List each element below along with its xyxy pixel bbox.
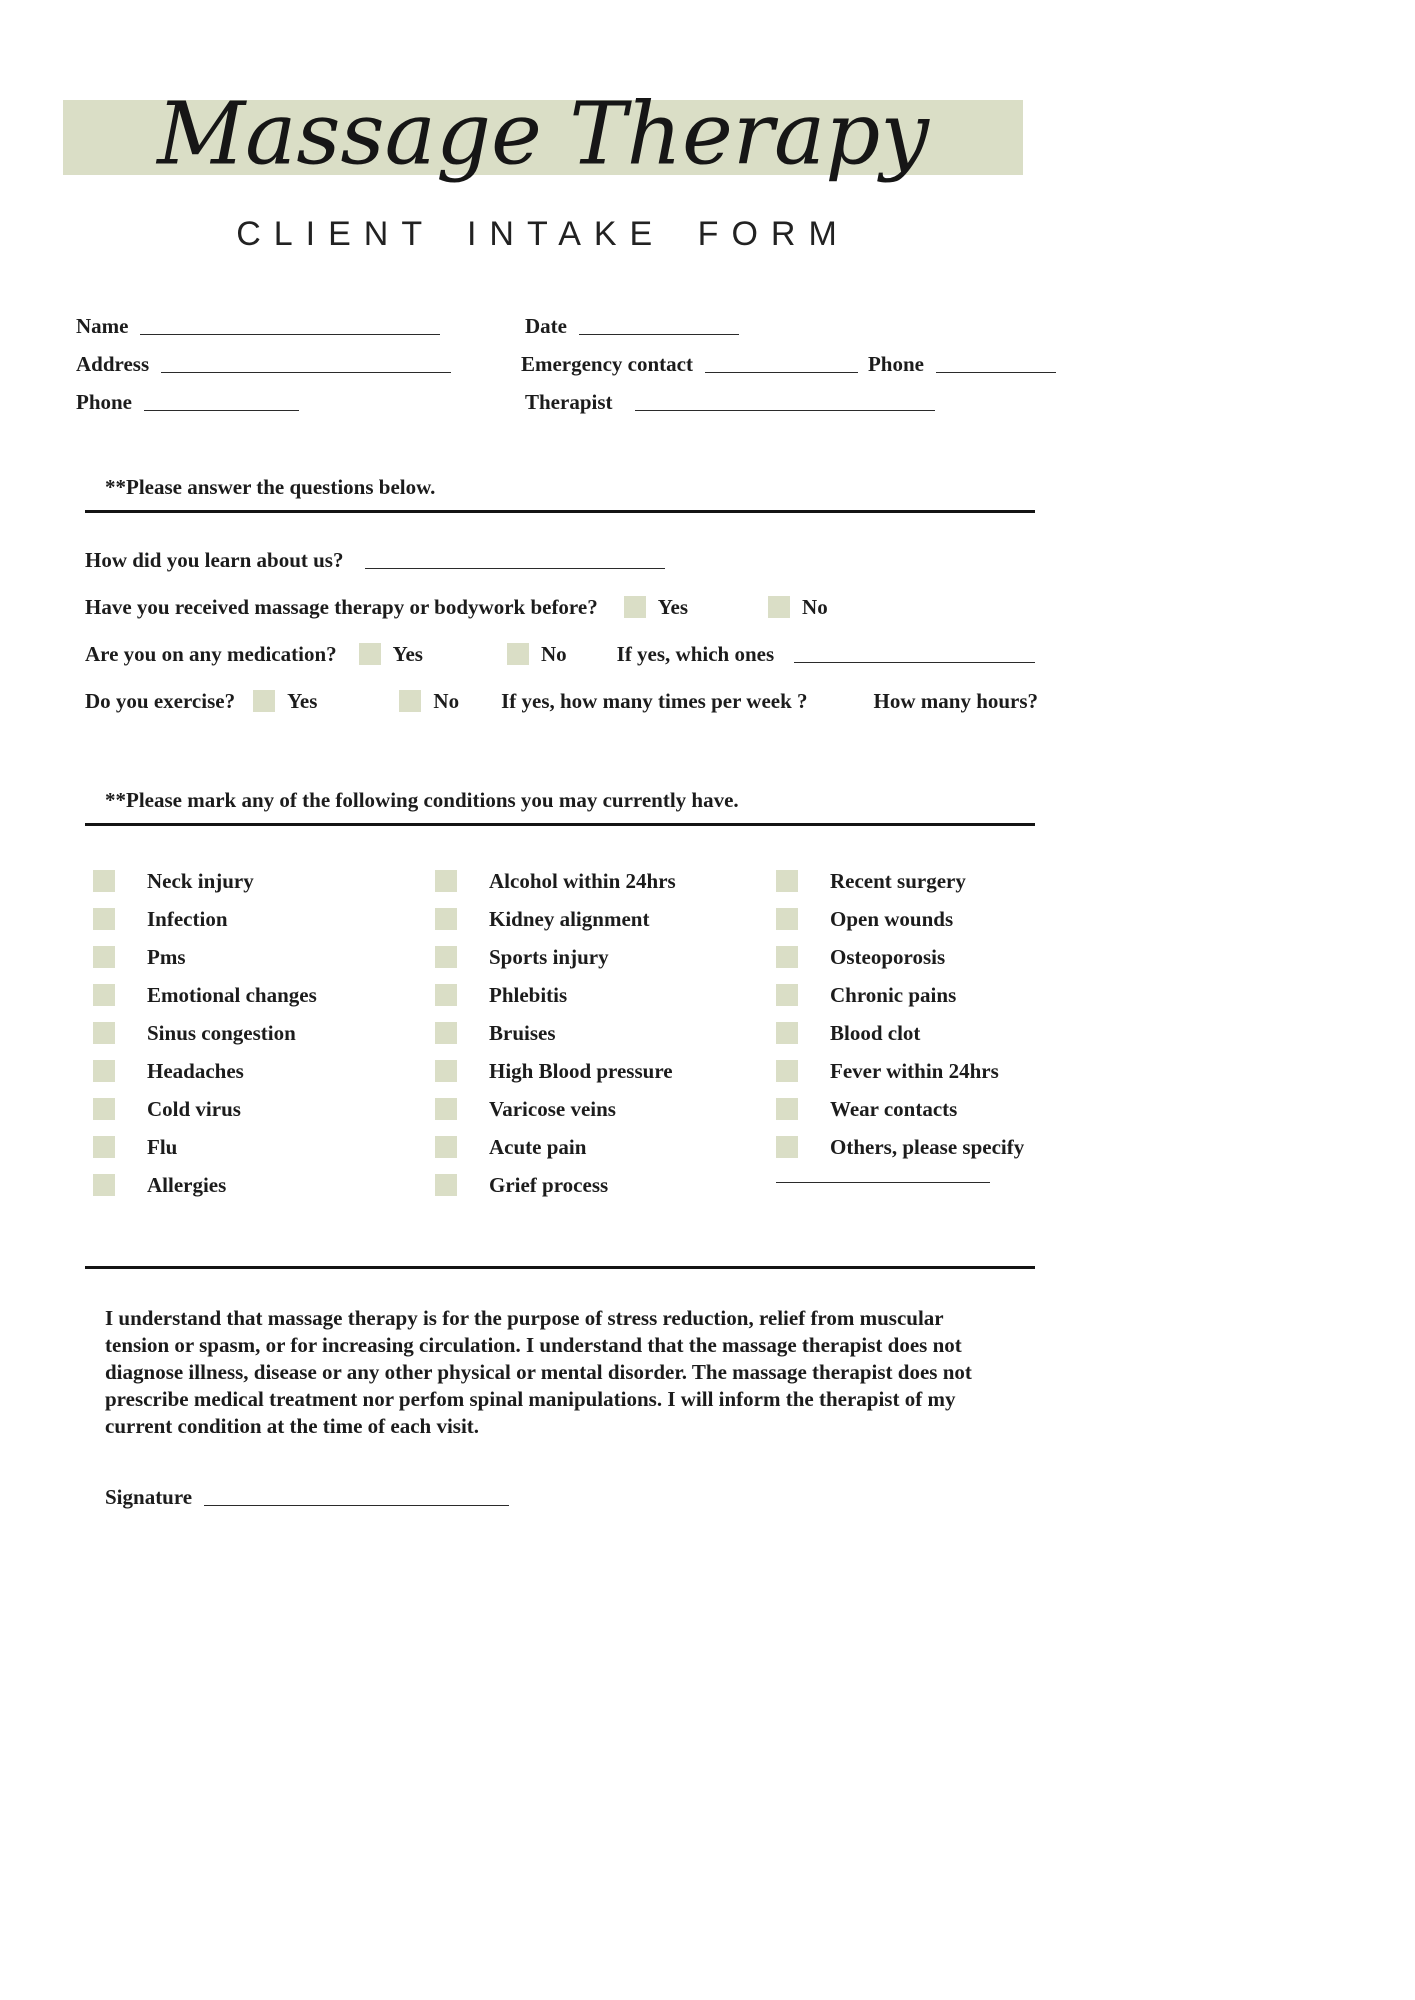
conditions-column-3 <box>776 870 1035 1212</box>
question-learn-about-us <box>85 549 1035 571</box>
exercise-times-per-week-label: If yes, how many times per week ? <box>501 689 808 713</box>
learn-about-us-label: How did you learn about us? <box>85 548 344 572</box>
signature-input-line[interactable] <box>204 1492 509 1506</box>
exercise-hours-label: How many hours? <box>873 689 1039 713</box>
condition-item <box>93 908 435 930</box>
condition-item <box>776 946 1035 968</box>
date-input-line[interactable] <box>579 321 739 335</box>
no-label: No <box>540 642 567 666</box>
medication-no-checkbox[interactable] <box>507 643 529 665</box>
emergency-contact-input-line[interactable] <box>705 359 858 373</box>
name-field <box>76 315 525 337</box>
condition-label: Wear contacts <box>830 1096 958 1121</box>
condition-item <box>93 946 435 968</box>
condition-checkbox[interactable] <box>93 1174 115 1196</box>
condition-checkbox[interactable] <box>93 1022 115 1044</box>
condition-checkbox[interactable] <box>776 984 798 1006</box>
question-massage-before <box>85 596 1035 618</box>
condition-checkbox[interactable] <box>93 908 115 930</box>
address-label: Address <box>76 352 150 376</box>
condition-item <box>776 1136 1035 1158</box>
condition-label: Neck injury <box>147 868 254 893</box>
condition-item <box>776 984 1035 1006</box>
condition-item <box>776 1022 1035 1044</box>
condition-item <box>93 870 435 892</box>
date-field <box>525 315 739 337</box>
no-label: No <box>802 595 828 619</box>
condition-item <box>776 908 1035 930</box>
conditions-grid <box>85 870 1035 1212</box>
condition-label: Headaches <box>147 1058 244 1083</box>
massage-before-yes-checkbox[interactable] <box>624 596 646 618</box>
conditions-section <box>85 788 1035 1212</box>
condition-label: Sinus congestion <box>147 1020 296 1045</box>
condition-label: Others, please specify <box>830 1134 1025 1159</box>
contact-row-1 <box>76 312 1056 337</box>
signature-field <box>105 1486 1415 1508</box>
condition-item <box>435 1174 776 1196</box>
condition-checkbox[interactable] <box>435 1174 457 1196</box>
condition-checkbox[interactable] <box>93 1098 115 1120</box>
condition-label: Grief process <box>489 1172 609 1197</box>
condition-checkbox[interactable] <box>435 870 457 892</box>
condition-item <box>93 984 435 1006</box>
name-input-line[interactable] <box>140 321 440 335</box>
form-header <box>0 84 1086 254</box>
massage-before-label: Have you received massage therapy or bodywork before? <box>85 595 598 619</box>
condition-checkbox[interactable] <box>776 1098 798 1120</box>
question-exercise <box>85 689 1039 713</box>
condition-checkbox[interactable] <box>435 908 457 930</box>
condition-label: Alcohol within 24hrs <box>489 868 676 893</box>
condition-label: Allergies <box>147 1172 227 1197</box>
therapist-label: Therapist <box>525 390 613 414</box>
condition-label: Pms <box>147 944 186 969</box>
therapist-field <box>525 391 935 413</box>
date-label: Date <box>525 314 567 338</box>
emergency-phone-field <box>868 353 1056 375</box>
yes-label: Yes <box>287 689 318 713</box>
script-title: Massage Therapy <box>157 84 929 185</box>
section-divider <box>85 823 1035 826</box>
conditions-column-1 <box>93 870 435 1212</box>
massage-before-no-checkbox[interactable] <box>768 596 790 618</box>
address-field <box>76 353 521 375</box>
condition-checkbox[interactable] <box>776 908 798 930</box>
emergency-contact-label: Emergency contact <box>520 352 693 376</box>
condition-item <box>776 1060 1035 1082</box>
section-divider <box>85 1266 1035 1269</box>
condition-label: Bruises <box>489 1020 556 1045</box>
condition-item <box>93 1174 435 1196</box>
conditions-heading: **Please mark any of the following conditions you may currently have. <box>105 788 739 812</box>
section-divider <box>85 510 1035 513</box>
name-label: Name <box>76 314 129 338</box>
condition-checkbox[interactable] <box>776 1022 798 1044</box>
condition-checkbox[interactable] <box>435 1022 457 1044</box>
condition-checkbox[interactable] <box>776 1136 798 1158</box>
others-specify-input-line[interactable] <box>776 1182 990 1183</box>
condition-item <box>93 1098 435 1120</box>
medication-which-ones-label: If yes, which ones <box>616 642 775 666</box>
condition-checkbox[interactable] <box>93 946 115 968</box>
condition-label: Phlebitis <box>489 982 568 1007</box>
condition-label: Flu <box>147 1134 178 1159</box>
condition-item <box>435 908 776 930</box>
condition-label: Fever within 24hrs <box>830 1058 999 1083</box>
contact-info-section <box>76 312 1056 413</box>
condition-label: High Blood pressure <box>489 1058 673 1083</box>
condition-item <box>435 1136 776 1158</box>
condition-label: Osteoporosis <box>830 944 946 969</box>
condition-label: Blood clot <box>830 1020 921 1045</box>
condition-item <box>435 946 776 968</box>
medication-yes-checkbox[interactable] <box>359 643 381 665</box>
address-input-line[interactable] <box>161 359 451 373</box>
phone-label: Phone <box>76 390 133 414</box>
condition-label: Chronic pains <box>830 982 957 1007</box>
conditions-column-2 <box>435 870 776 1212</box>
yes-label: Yes <box>657 595 689 619</box>
condition-item <box>435 870 776 892</box>
condition-item <box>776 870 1035 892</box>
condition-label: Open wounds <box>830 906 954 931</box>
condition-label: Cold virus <box>147 1096 241 1121</box>
condition-checkbox[interactable] <box>435 946 457 968</box>
condition-item <box>93 1136 435 1158</box>
emergency-phone-label: Phone <box>867 352 924 376</box>
contact-row-3 <box>76 388 1056 413</box>
emergency-contact-field <box>521 353 858 375</box>
condition-checkbox[interactable] <box>776 946 798 968</box>
exercise-label: Do you exercise? <box>85 689 236 713</box>
phone-field <box>76 391 525 413</box>
yes-label: Yes <box>392 642 423 666</box>
learn-about-us-input-line[interactable] <box>365 555 665 569</box>
title-band <box>63 84 1023 185</box>
condition-checkbox[interactable] <box>435 1136 457 1158</box>
condition-checkbox[interactable] <box>435 1060 457 1082</box>
condition-item <box>93 1060 435 1082</box>
emergency-phone-input-line[interactable] <box>936 359 1056 373</box>
contact-row-2 <box>76 350 1056 375</box>
condition-item <box>435 1060 776 1082</box>
condition-checkbox[interactable] <box>776 1060 798 1082</box>
condition-label: Emotional changes <box>147 982 317 1007</box>
phone-input-line[interactable] <box>144 397 299 411</box>
disclaimer-text: I understand that massage therapy is for the purpose of stress reduction, relief from muscular tension or spasm, or for increasing circulation. I understand that the massage therapist does not diagnose illness, disease or any other physical or mental disorder. The massage therapist does not prescribe medical treatment nor perfom spinal manipulations. I will inform the therapist of my current condition at the time of each visit. <box>105 1306 972 1438</box>
questions-heading: **Please answer the questions below. <box>105 475 436 499</box>
signature-label: Signature <box>105 1485 193 1509</box>
condition-label: Recent surgery <box>830 868 966 893</box>
medication-which-ones-input-line[interactable] <box>794 649 1035 663</box>
condition-item <box>435 1098 776 1120</box>
condition-item <box>93 1022 435 1044</box>
condition-label: Varicose veins <box>489 1096 616 1121</box>
condition-label: Sports injury <box>489 944 609 969</box>
questions-section <box>85 475 1039 713</box>
medication-label: Are you on any medication? <box>85 642 337 666</box>
condition-label: Acute pain <box>489 1134 587 1159</box>
condition-checkbox[interactable] <box>93 1060 115 1082</box>
condition-checkbox[interactable] <box>93 984 115 1006</box>
condition-checkbox[interactable] <box>776 870 798 892</box>
condition-label: Infection <box>147 906 228 931</box>
therapist-input-line[interactable] <box>635 397 935 411</box>
exercise-yes-checkbox[interactable] <box>253 690 275 712</box>
condition-checkbox[interactable] <box>435 984 457 1006</box>
condition-item <box>435 984 776 1006</box>
condition-label: Kidney alignment <box>489 906 650 931</box>
condition-checkbox[interactable] <box>435 1098 457 1120</box>
condition-checkbox[interactable] <box>93 1136 115 1158</box>
question-medication <box>85 643 1035 665</box>
condition-item <box>776 1098 1035 1120</box>
condition-checkbox[interactable] <box>93 870 115 892</box>
no-label: No <box>433 689 460 713</box>
exercise-no-checkbox[interactable] <box>399 690 421 712</box>
condition-item <box>435 1022 776 1044</box>
form-subtitle: CLIENT INTAKE FORM <box>236 215 850 253</box>
